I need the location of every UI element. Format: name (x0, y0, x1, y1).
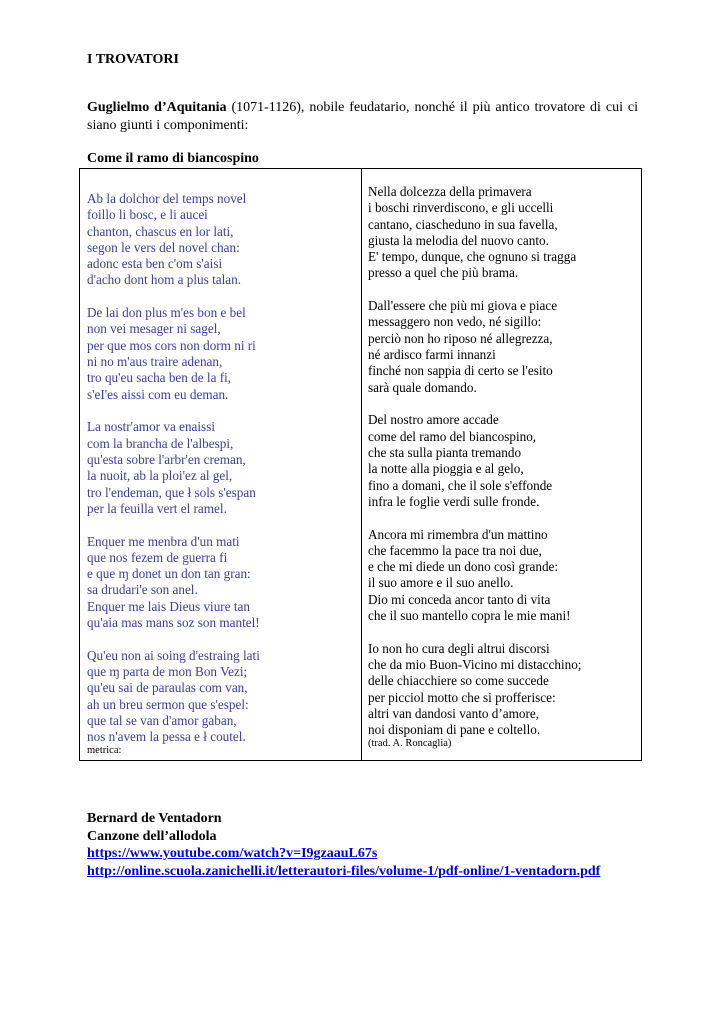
zanichelli-pdf-link[interactable]: http://online.scuola.zanichelli.it/letterautori-files/volume-1/pdf-online/1-ventadorn.pdf (87, 863, 601, 879)
translation-verse-line: Dio mi conceda ancor tanto di vita (368, 591, 551, 607)
intro-paragraph (87, 99, 638, 135)
original-verse-line: qu'eu sai de paraulas com van, (87, 680, 248, 696)
translation-verse-line: che da mio Buon-Vicino mi distacchino; (368, 656, 582, 672)
translation-verse-line: che sta sulla pianta tremando (368, 444, 522, 460)
translation-verse-line: presso a quel che più brama. (368, 265, 519, 281)
original-verse-line: nos n'avem la pessa e ł coutel. (87, 729, 246, 745)
translation-stanza (368, 527, 581, 625)
translation-verse-line: come del ramo del biancospino, (368, 428, 537, 444)
translation-verse-line: fino a domani, che il sole s'effonde (368, 477, 553, 493)
translation-verse-line: giusta la melodia del nuovo canto. (368, 232, 549, 248)
original-verse-line: que tal se van d'amor gaban, (87, 712, 237, 728)
original-verse-line: tro l'endeman, que ł sols s'espan (87, 484, 256, 500)
original-verse-line: adonc esta ben c'om s'aisi (87, 256, 223, 272)
intro-text: (1071-1126), nobile feudatario, nonché il più antico trovatore di cui ci siano giunti i componimenti: (87, 100, 638, 133)
translation-verse-line: sarà quale domando. (368, 379, 477, 395)
original-verse-line: chanton, chascus en lor lati, (87, 223, 234, 239)
translation-verse-line: per picciol motto che si profferisce: (368, 689, 556, 705)
translation-stanza (368, 412, 581, 510)
translation-verse-line: Del nostro amore accade (368, 412, 499, 428)
original-verse-line: foillo li bosc, e li aucei (87, 207, 208, 223)
original-verse-line: Qu'eu non ai soing d'estraing lati (87, 647, 260, 663)
translation-stanza (368, 298, 581, 396)
original-verse-line: tro qu'eu sacha ben de la fi, (87, 370, 232, 386)
original-verse-line: La nostr'amor va enaissi (87, 419, 215, 435)
translation-verse-line: delle chiacchiere so come succede (368, 673, 549, 689)
translation-verse-line: Dall'essere che più mi giova e piace (368, 298, 558, 314)
original-verse-line: De lai don plus m'es bon e bel (87, 305, 246, 321)
translation-stanza (368, 184, 581, 282)
translation-verse-line: e che mi diede un dono così grande: (368, 559, 559, 575)
original-verse-line: s'eI'es aissi com eu deman. (87, 386, 229, 402)
original-stanza (87, 305, 260, 403)
author-name: Guglielmo d’Aquitania (87, 100, 227, 115)
translation-verse-line: che il suo mantello copra le mie mani! (368, 608, 571, 623)
translation-stanza (368, 641, 581, 751)
translation-verse-line: infra le foglie verdi sulle fronde. (368, 493, 540, 509)
translation-verse-line: Io non ho cura degli altrui discorsi (368, 640, 550, 656)
translation-verse-line: Ancora mi rimembra d'un mattino (368, 526, 548, 542)
original-verse-line: sa drudari'e son anel. (87, 582, 198, 598)
original-verse-line: Ab la dolchor del temps novel (87, 191, 247, 206)
original-verse-line: per que mos cors non dorm ni ri (87, 337, 256, 353)
original-verse-line: d'acho dont hom a plus talan. (87, 272, 242, 288)
footer-section (87, 810, 600, 880)
original-stanza (87, 419, 260, 517)
original-verse-line: ah un breu sermon que s'espel: (87, 696, 249, 712)
translation-verse-line: i boschi rinverdiscono, e gli uccelli (368, 200, 554, 216)
original-verse-line: per la feuilla vert el ramel. (87, 500, 227, 516)
original-verse-line: e que ɱ donet un don tan gran: (87, 566, 251, 582)
original-verse-line: segon le vers del novel chan: (87, 239, 240, 255)
translation-verse-line: che facemmo la pace tra noi due, (368, 542, 542, 558)
youtube-link[interactable]: https://www.youtube.com/watch?v=I9gzaauL67s (87, 846, 378, 861)
translator-credit: (trad. A. Roncaglia) (368, 738, 452, 750)
original-verse-line: la nuoit, ab la ploi'ez al gel, (87, 468, 233, 484)
poem-table (79, 168, 642, 761)
translation-verse-line: messaggero non vedo, né sigillo: (368, 314, 542, 330)
original-stanza (87, 534, 260, 632)
page-title: I TROVATORI (87, 52, 179, 67)
original-verse-line: com la brancha de l'albespi, (87, 435, 234, 451)
original-stanza (87, 648, 260, 758)
original-stanza (87, 191, 260, 289)
translation-verse-line: perciò non ho riposo né allegrezza, (368, 330, 553, 346)
translation-verse-line: la notte alla pioggia e al gelo, (368, 461, 524, 477)
poem-title: Come il ramo di biancospino (87, 151, 259, 166)
footer-song-title: Canzone dell’allodola (87, 828, 217, 844)
original-verse-line: qu'esta sobre l'arbr'en creman, (87, 451, 246, 467)
translation-verse-line: il suo amore e il suo anello. (368, 575, 514, 591)
translation-verse-line: finché non sappia di certo se l'esito (368, 363, 553, 379)
original-verse-line: non vei mesager ni sagel, (87, 321, 221, 337)
original-verse-line: Enquer me lais Dieus viure tan (87, 598, 250, 614)
translation-verse-line: E' tempo, dunque, che ognuno si tragga (368, 249, 577, 265)
translation-verse-line: altri van dandosi vanto d’amore, (368, 705, 540, 721)
original-text-column (87, 191, 260, 757)
translation-column (368, 184, 581, 750)
original-verse-line: qu'aia mas mans soz son mantel! (87, 615, 260, 630)
original-verse-line: Enquer me menbra d'un mati (87, 533, 240, 549)
original-verse-line: que ɱ parta de mon Bon Vezi; (87, 663, 248, 679)
translation-verse-line: né ardisco farmi innanzi (368, 347, 496, 363)
translation-verse-line: cantano, ciascheduno in sua favella, (368, 216, 558, 232)
column-divider (361, 169, 362, 760)
original-verse-line: ni no m'aus traire adenan, (87, 354, 223, 370)
translation-verse-line: Nella dolcezza della primavera (368, 184, 532, 199)
metrica-note: metrica: (87, 745, 122, 757)
original-verse-line: que nos fezem de guerra fi (87, 549, 228, 565)
footer-author: Bernard de Ventadorn (87, 811, 222, 826)
translation-verse-line: noi disponiam di pane e coltello. (368, 722, 541, 738)
